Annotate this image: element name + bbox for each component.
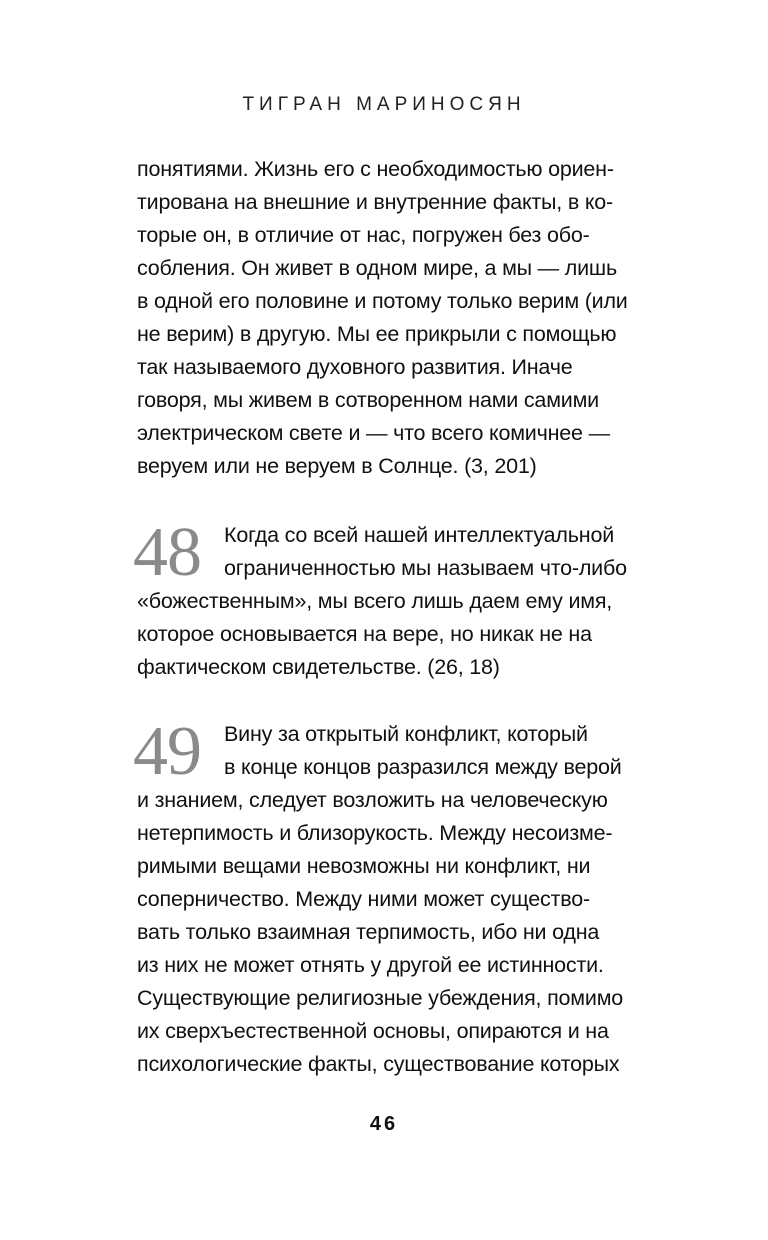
section-48-paragraph xyxy=(137,519,677,684)
text-line: торые он, в отличие от нас, погружен без обо- xyxy=(137,223,590,247)
text-line: в одной его половине и потому только верим (или xyxy=(137,289,628,313)
text-line: говоря, мы живем в сотворенном нами самими xyxy=(137,388,599,412)
continuation-paragraph xyxy=(137,153,677,483)
text-line: понятиями. Жизнь его с необходимостью ориен- xyxy=(137,157,614,181)
text-line: вать только взаимная терпимость, ибо ни одна xyxy=(137,920,600,944)
text-line: фактическом свидетельстве. (26, 18) xyxy=(137,655,500,679)
section-number-48: 48 xyxy=(133,514,201,591)
text-line: из них не может отнять у другой ее истинности. xyxy=(137,953,604,977)
text-line: психологические факты, существование которых xyxy=(137,1052,620,1076)
text-line: их сверхъестественной основы, опираются и на xyxy=(137,1019,609,1043)
text-line: собления. Он живет в одном мире, а мы — лишь xyxy=(137,256,617,280)
text-line: и знанием, следует возложить на человеческую xyxy=(137,788,608,812)
text-line: тирована на внешние и внутренние факты, в ко- xyxy=(137,190,614,214)
text-line: Вину за открытый конфликт, который xyxy=(224,722,588,746)
text-line: так называемого духовного развития. Иначе xyxy=(137,355,573,379)
text-line: Существующие религиозные убеждения, помимо xyxy=(137,986,624,1010)
text-line: «божественным», мы всего лишь даем ему имя, xyxy=(137,589,613,613)
text-line: в конце концов разразился между верой xyxy=(224,755,622,779)
text-line: ограниченностью мы называем что-либо xyxy=(224,556,627,580)
text-line: веруем или не веруем в Солнце. (3, 201) xyxy=(137,454,537,478)
text-line: нетерпимость и близорукость. Между несоизме- xyxy=(137,821,613,845)
text-line: электрическом свете и — что всего комичнее — xyxy=(137,421,610,445)
text-line: соперничество. Между ними может существо- xyxy=(137,887,590,911)
text-line: которое основывается на вере, но никак не на xyxy=(137,622,592,646)
section-49-paragraph xyxy=(137,718,677,1081)
text-line: не верим) в другую. Мы ее прикрыли с помощью xyxy=(137,322,617,346)
text-line: римыми вещами невозможны ни конфликт, ни xyxy=(137,854,591,878)
text-line: Когда со всей нашей интеллектуальной xyxy=(224,523,615,547)
page-number: 46 xyxy=(369,1113,399,1135)
section-number-49: 49 xyxy=(133,713,201,790)
running-head: ТИГРАН МАРИНОСЯН xyxy=(242,94,526,115)
